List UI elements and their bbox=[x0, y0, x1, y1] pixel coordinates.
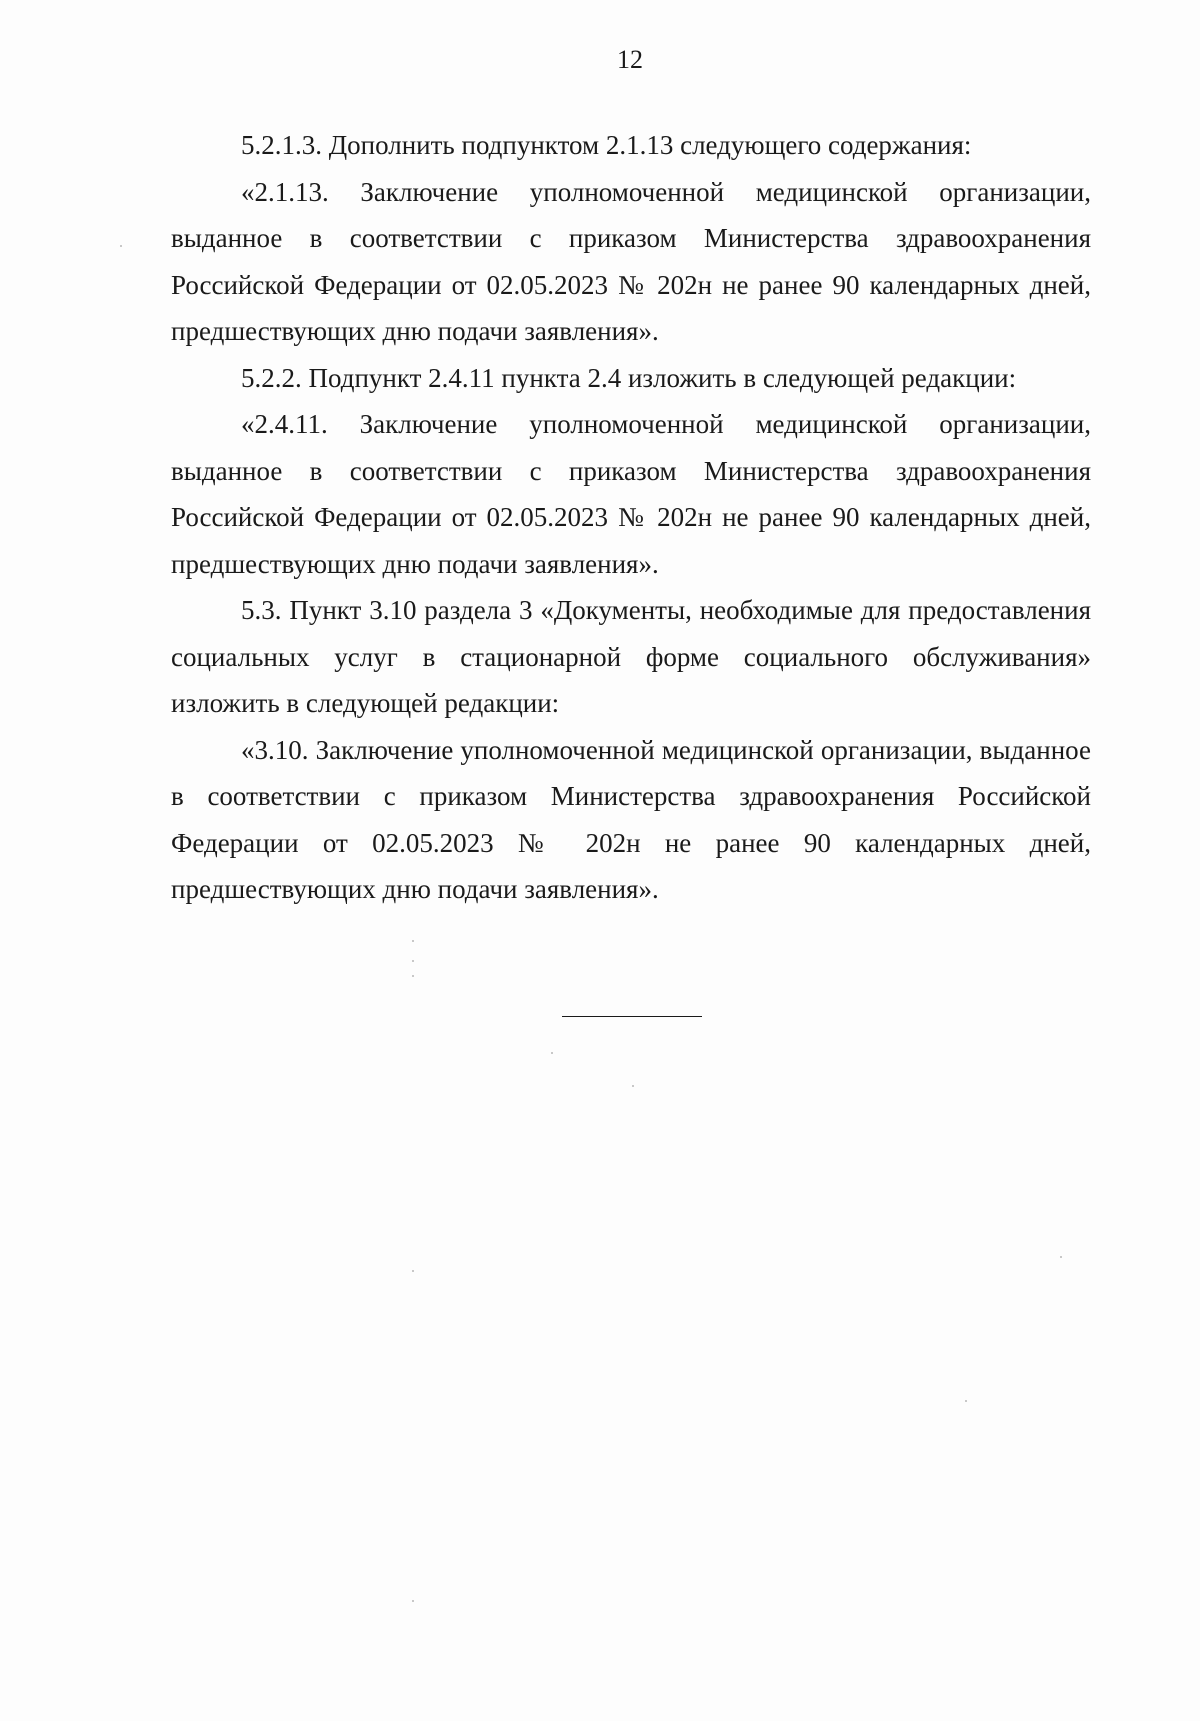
paragraph-2-1-13: «2.1.13. Заключение уполномоченной медицинской организации, выданное в соответствии с приказом Министерства здравоохранения Российской Федерации от 02.05.2023 № 202н не ранее 90 календарных дней, предшествующих дню подачи заявления». bbox=[171, 176, 1091, 346]
paragraph-5-3: 5.3. Пункт 3.10 раздела 3 «Документы, необходимые для предоставления социальных услуг в стационарной форме социального обслуживания» изложить в следующей редакции: bbox=[171, 595, 1091, 718]
scan-speck bbox=[965, 1400, 967, 1402]
scan-speck bbox=[120, 245, 122, 247]
scan-speck bbox=[412, 960, 414, 962]
scan-speck bbox=[412, 975, 414, 977]
document-body bbox=[171, 122, 1091, 913]
paragraph-2-4-11: «2.4.11. Заключение уполномоченной медицинской организации, выданное в соответствии с приказом Министерства здравоохранения Российской Федерации от 02.05.2023 № 202н не ранее 90 календарных дней, предшествующих дню подачи заявления». bbox=[171, 409, 1091, 579]
paragraph-3-10: «3.10. Заключение уполномоченной медицинской организации, выданное в соответствии с приказом Министерства здравоохранения Российской Федерации от 02.05.2023 № 202н не ранее 90 календарных дней, предшествующих дню подачи заявления». bbox=[171, 734, 1091, 904]
scan-speck bbox=[1060, 1256, 1062, 1258]
scan-speck bbox=[551, 1052, 553, 1054]
end-divider bbox=[562, 1016, 702, 1017]
paragraph-5-2-2: 5.2.2. Подпункт 2.4.11 пункта 2.4 изложить в следующей редакции: bbox=[241, 362, 1017, 393]
page-number: 12 bbox=[617, 45, 643, 74]
scan-speck bbox=[412, 1270, 414, 1272]
paragraph-5-2-1-3: 5.2.1.3. Дополнить подпунктом 2.1.13 следующего содержания: bbox=[241, 130, 972, 160]
scan-speck bbox=[632, 1085, 634, 1087]
scan-speck bbox=[412, 940, 414, 942]
scan-speck bbox=[412, 1600, 414, 1602]
